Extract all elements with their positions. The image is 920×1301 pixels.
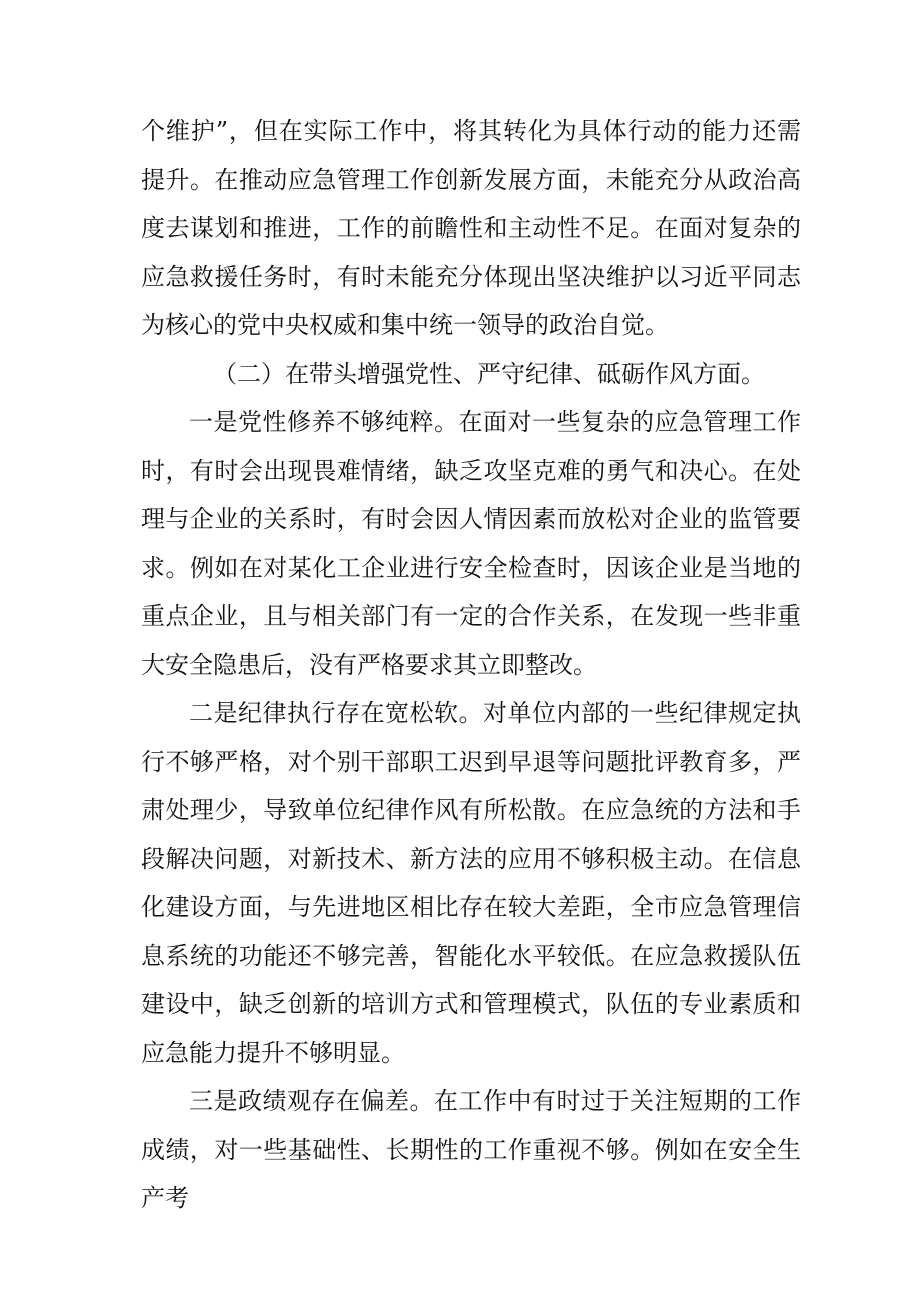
section-heading: （二）在带头增强党性、严守纪律、砥砺作风方面。 [213,359,765,388]
paragraph-discipline: 二是纪律执行存在宽松软。对单位内部的一些纪律规定执行不够严格，对个别干部职工迟到早退等问题批评教育多，严肃处理少，导致单位纪律作风有所松散。在应急统的方法和手段解决问题，对新技术、新方法的应用不够积极主动。在信息化建设方面，与先进地区相比存在较大差距，全市应急管理信息系统的功能还不够完善，智能化水平较低。在应急救援队伍建设中，缺乏创新的培训方式和管理模式，队伍的专业素质和应急能力提升不够明显。 [141,699,801,1067]
paragraph-performance-view: 三是政绩观存在偏差。在工作中有时过于关注短期的工作成绩，对一些基础性、长期性的工作重视不够。例如在安全生产考 [141,1087,801,1212]
document-body [141,107,801,1223]
paragraph-party-spirit: 一是党性修养不够纯粹。在面对一些复杂的应急管理工作时，有时会出现畏难情绪，缺乏攻坚克难的勇气和决心。在处理与企业的关系时，有时会因人情因素而放松对企业的监管要求。例如在对某化工企业进行安全检查时，因该企业是当地的重点企业，且与相关部门有一定的合作关系，在发现一些非重大安全隐患后，没有严格要求其立即整改。 [141,408,801,679]
paragraph-continuation: 个维护”，但在实际工作中，将其转化为具体行动的能力还需提升。在推动应急管理工作创新发展方面，未能充分从政治高度去谋划和推进，工作的前瞻性和主动性不足。在面对复杂的应急救援任务时，有时未能充分体现出坚决维护以习近平同志为核心的党中央权威和集中统一领导的政治自觉。 [141,117,801,339]
